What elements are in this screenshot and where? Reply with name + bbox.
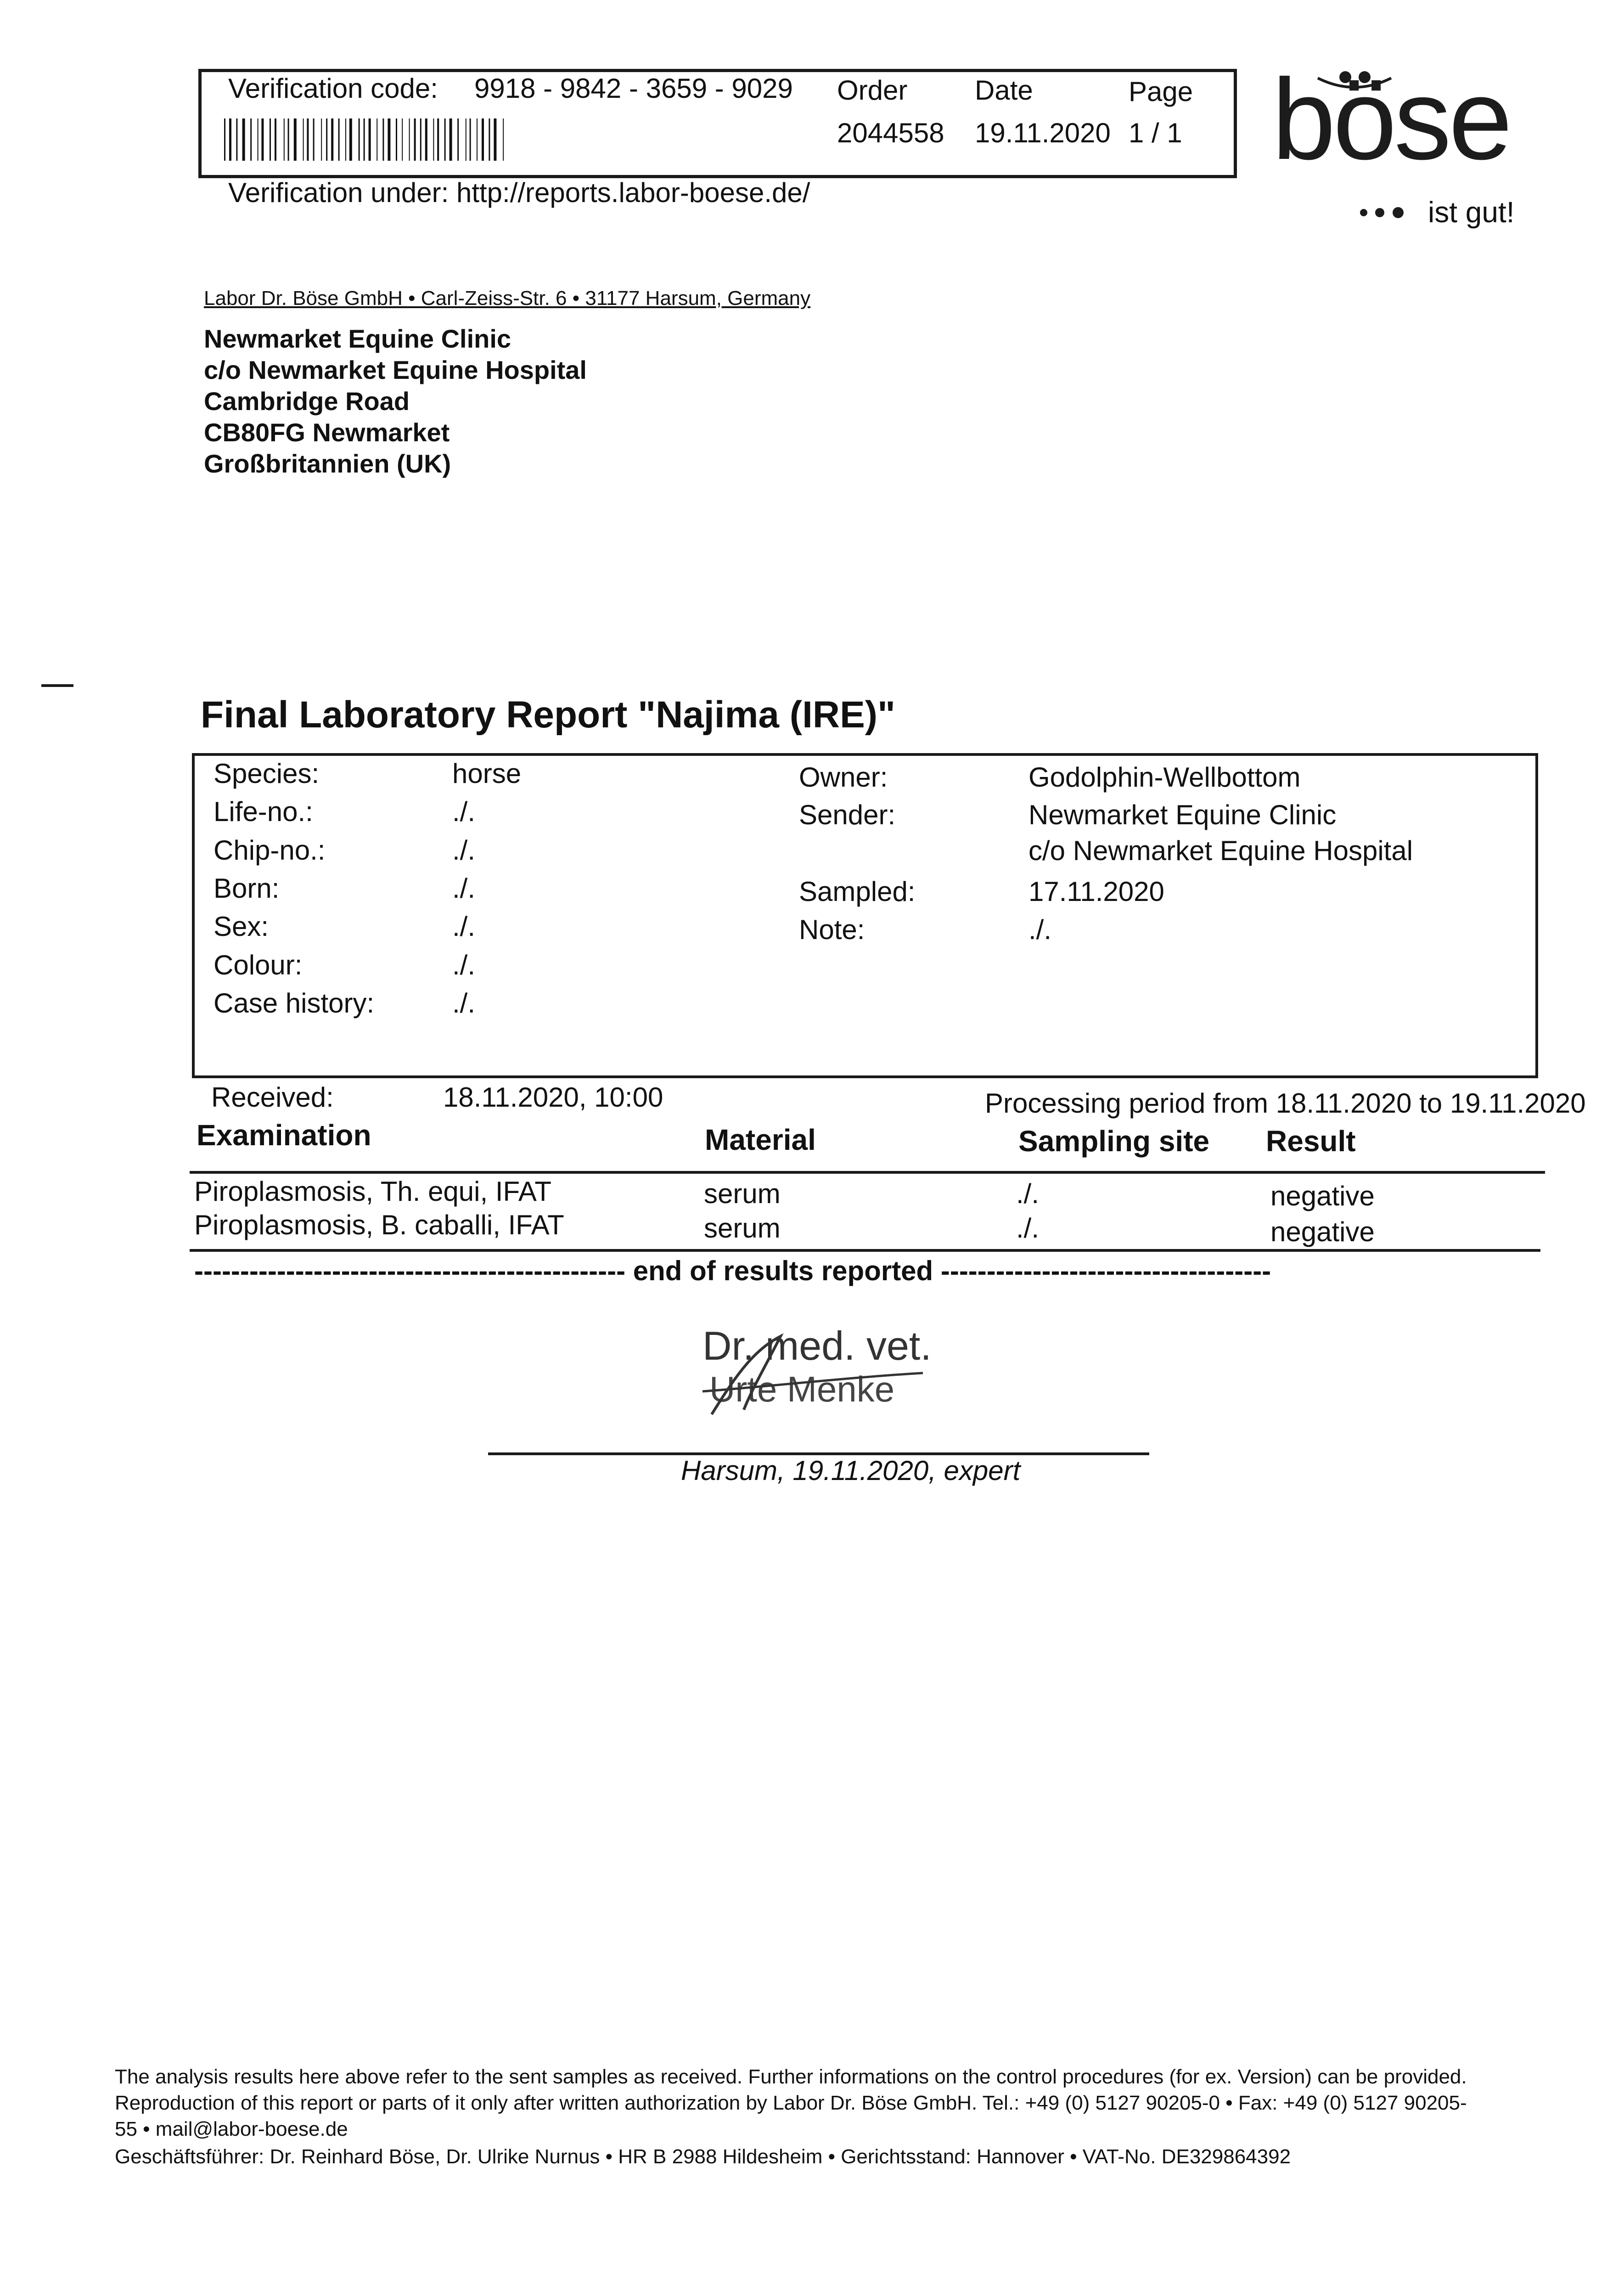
life-no-value: ./. [452,796,476,827]
note-label: Note: [799,914,865,945]
table-cell-sampling-site: ./. [1016,1178,1040,1209]
processing-period: Processing period from 18.11.2020 to 19.11.2020 [985,1088,1586,1119]
life-no-label: Life-no.: [214,796,313,827]
table-header-rule [190,1171,1545,1174]
sex-value: ./. [452,911,476,942]
case-history-value: ./. [452,988,476,1019]
order-label: Order [837,75,908,106]
column-header-examination: Examination [197,1119,371,1152]
footer-line: Geschäftsführer: Dr. Reinhard Böse, Dr. Ulrike Nurnus • HR B 2988 Hildesheim • Gerichtsstand: Hannover • VAT-No. DE329864392 [115,2145,1291,2168]
footer-line: 55 • mail@labor-boese.de [115,2118,348,2140]
date-value: 19.11.2020 [975,118,1111,148]
case-history-label: Case history: [214,988,375,1019]
sender-label: Sender: [799,799,896,830]
logo-wordmark: böse [1272,55,1510,183]
table-cell-sampling-site: ./. [1016,1213,1040,1244]
born-value: ./. [452,873,476,904]
signature-name: Urte Menke [709,1369,895,1409]
chip-no-label: Chip-no.: [214,835,326,866]
chip-no-value: ./. [452,835,476,866]
recipient-line: c/o Newmarket Equine Hospital [204,355,587,384]
table-bottom-rule [190,1249,1540,1252]
sampled-value: 17.11.2020 [1028,876,1164,907]
sender-value-line2: c/o Newmarket Equine Hospital [1028,835,1413,866]
recipient-line: Newmarket Equine Clinic [204,324,511,353]
recipient-line: CB80FG Newmarket [204,418,450,447]
species-label: Species: [214,758,320,789]
footer-line: The analysis results here above refer to the sent samples as received. Further informations on the control procedures (for ex. Version) can be provided. [115,2065,1467,2088]
received-value: 18.11.2020, 10:00 [443,1082,663,1113]
column-header-material: Material [705,1123,816,1156]
handwritten-signature [693,1322,950,1424]
logo-dots-icon [1357,206,1412,219]
recipient-line: Großbritannien (UK) [204,449,451,478]
species-value: horse [452,758,522,789]
table-cell-examination: Piroplasmosis, Th. equi, IFAT [194,1176,552,1207]
page-label: Page [1129,76,1193,107]
verification-code: 9918 - 9842 - 3659 - 9029 [474,73,793,104]
verification-label: Verification code: [228,73,438,104]
date-label: Date [975,75,1033,106]
page-value: 1 / 1 [1129,118,1182,148]
sender-value: Newmarket Equine Clinic [1028,799,1337,830]
signature-title: Dr. med. vet. [702,1323,932,1368]
signature-place-date: Harsum, 19.11.2020, expert [681,1455,1021,1486]
sampled-label: Sampled: [799,876,916,907]
table-cell-result: negative [1270,1181,1375,1211]
colour-value: ./. [452,950,476,980]
recipient-line: Cambridge Road [204,387,410,416]
order-number: 2044558 [837,118,944,148]
note-value: ./. [1028,914,1052,945]
column-header-sampling-site: Sampling site [1018,1125,1210,1158]
sender-address-line: Labor Dr. Böse GmbH • Carl-Zeiss-Str. 6 • 31177 Harsum, Germany [204,287,811,310]
barcode [224,118,562,161]
colour-label: Colour: [214,950,303,980]
owner-label: Owner: [799,762,888,793]
owner-value: Godolphin-Wellbottom [1028,762,1301,793]
verification-url[interactable]: Verification under: http://reports.labor-boese.de/ [228,177,810,208]
report-title: Final Laboratory Report "Najima (IRE)" [201,694,895,736]
table-cell-result: negative [1270,1216,1375,1247]
sex-label: Sex: [214,911,269,942]
fold-mark [41,684,73,687]
table-cell-material: serum [704,1178,781,1209]
born-label: Born: [214,873,280,904]
end-of-results-line: ----------------------------------------------- end of results reported ------------------------------------ [194,1255,1271,1286]
column-header-result: Result [1266,1125,1356,1158]
logo-tagline: ist gut! [1428,196,1515,229]
received-label: Received: [211,1082,334,1113]
table-cell-examination: Piroplasmosis, B. caballi, IFAT [194,1210,564,1240]
footer-line: Reproduction of this report or parts of it only after written authorization by Labor Dr. Böse GmbH. Tel.: +49 (0) 5127 90205-0 • Fax: +49 (0) 5127 90205- [115,2092,1467,2114]
table-cell-material: serum [704,1213,781,1244]
